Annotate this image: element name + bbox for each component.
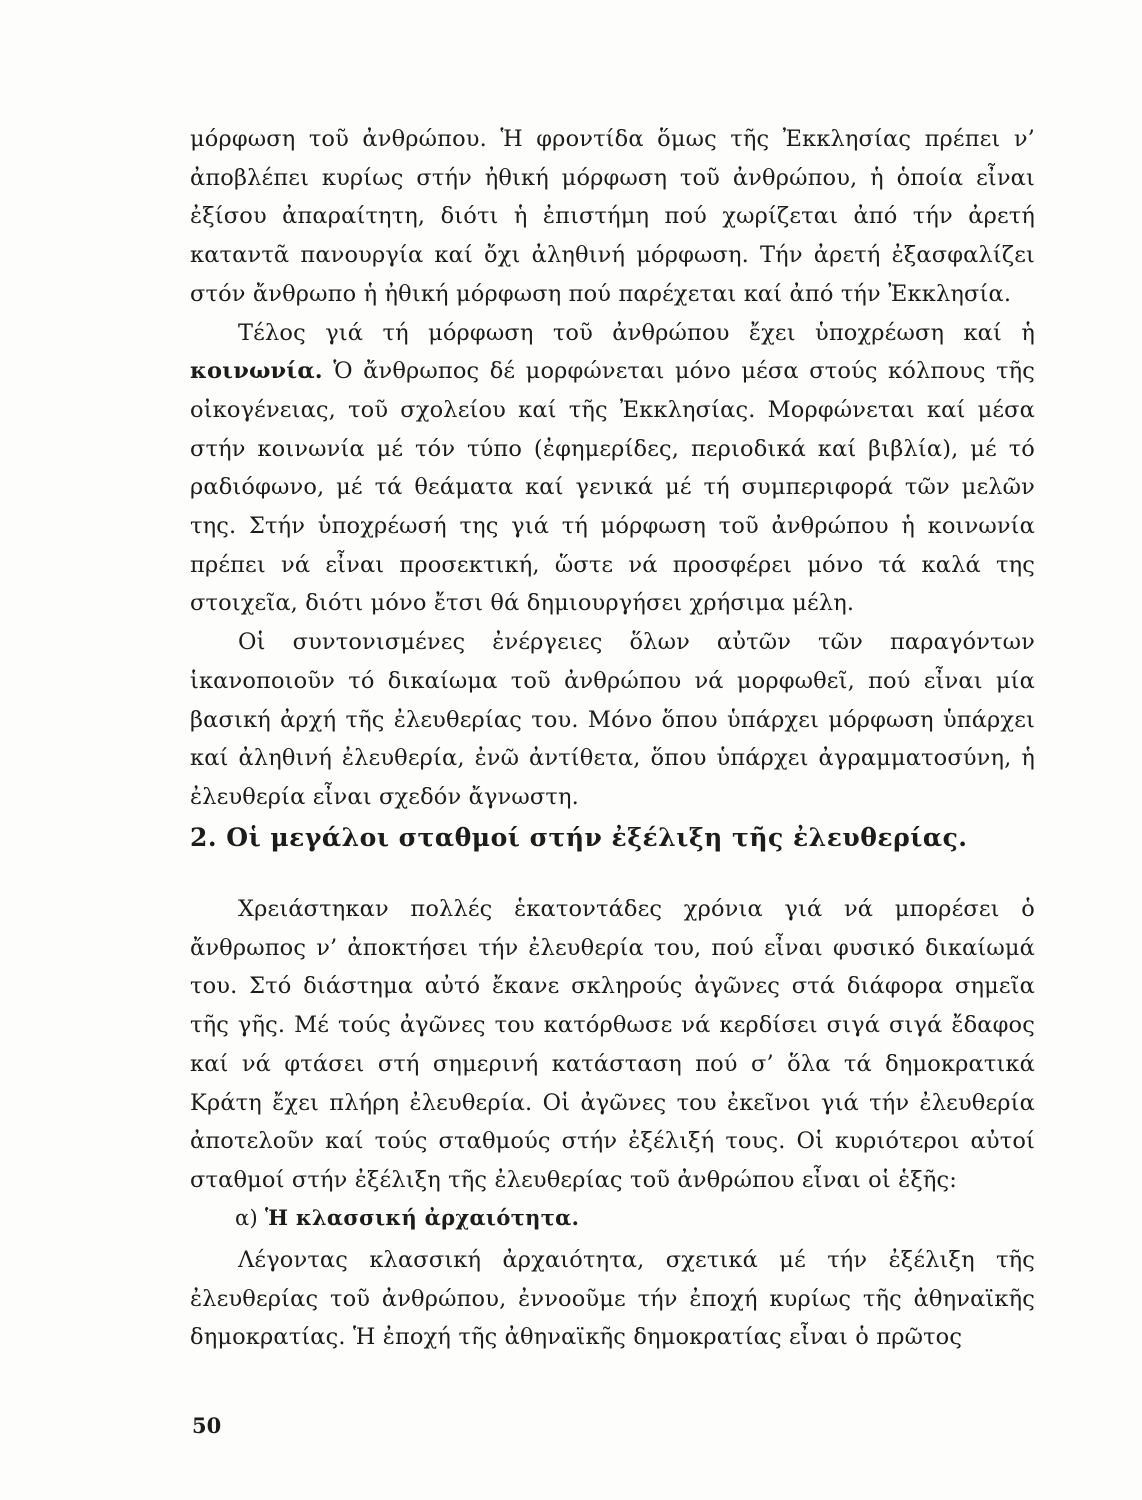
subsection-body — [190, 1241, 1035, 1357]
page-number: 50 — [192, 1413, 222, 1438]
paragraph-education-church: μόρφωση τοῦ ἀνθρώπου. Ἡ φροντίδα ὅμως τῆς Ἐκκλησίας πρέπει ν’ ἀποβλέπει κυρίως στήν ἠθική μόρφωση τοῦ ἀνθρώπου, ἡ ὁποία εἶναι ἐξίσου ἀπαραίτητη, διότι ἡ ἐπιστήμη πού χωρίζεται ἀπό τήν ἀρετή καταντᾶ πανουργία καί ὄχι ἀληθινή μόρφωση. Τήν ἀρετή ἐξασφαλίζει στόν ἄνθρωπο ἡ ἠθική μόρφωση πού παρέχεται καί ἀπό τήν Ἐκκλησία. — [190, 126, 1035, 307]
subsection-marker: α) — [235, 1206, 258, 1230]
section-body — [190, 890, 1035, 1200]
paragraph-stations-of-freedom: Χρειάστηκαν πολλές ἑκατοντάδες χρόνια γιά νά μπορέσει ὁ ἄνθρωπος ν’ ἀποκτήσει τήν ἐλευθερία του, πού εἶναι φυσικό δικαίωμά του. Στό διάστημα αὐτό ἔκανε σκληρούς ἀγῶνες στά διάφορα σημεῖα τῆς γῆς. Μέ τούς ἀγῶνες του κατόρθωσε νά κερδίσει σιγά σιγά ἔδαφος καί νά φτάσει στή σημερινή κατάσταση πού σ’ ὅλα τά δημοκρατικά Κράτη ἔχει πλήρη ἐλευθερία. Οἱ ἀγῶνες του ἐκεῖνοι γιά τήν ἐλευθερία ἀποτελοῦν καί τούς σταθμούς στήν ἐξέλιξή τους. Οἱ κυριότεροι αὐτοί σταθμοί στήν ἐξέλιξη τῆς ἐλευθερίας τοῦ ἀνθρώπου εἶναι οἱ ἑξῆς: — [190, 896, 1035, 1193]
subsection-heading — [235, 1200, 579, 1236]
subsection-title: Ἡ κλασσική ἀρχαιότητα. — [264, 1205, 580, 1230]
paragraph-society-emphasis: κοινωνία. — [190, 358, 323, 385]
paragraph-education-freedom: Οἱ συντονισμένες ἐνέργειες ὅλων αὐτῶν τῶν παραγόντων ἱκανοποιοῦν τό δικαίωμα τοῦ ἀνθρώπου νά μορφωθεῖ, πού εἶναι μία βασική ἀρχή τῆς ἐλευθερίας του. Μόνο ὅπου ὑπάρχει μόρφωση ὑπάρχει καί ἀληθινή ἐλευθερία, ἐνῶ ἀντίθετα, ὅπου ὑπάρχει ἀγραμματοσύνη, ἡ ἐλευθερία εἶναι σχεδόν ἄγνωστη. — [190, 629, 1035, 810]
paragraph-education-society — [190, 314, 1035, 624]
paragraph-society-rest: Ὁ ἄνθρωπος δέ μορφώνεται μόνο μέσα στούς κόλπους τῆς οἰκογένειας, τοῦ σχολείου καί τῆς Ἐκκλησίας. Μορφώνεται καί μέσα στήν κοινωνία μέ τόν τύπο (ἐφημερίδες, περιοδικά καί βιβλία), μέ τό ραδιόφωνο, μέ τά θεάματα καί γενικά μέ τή συμπεριφορά τῶν μελῶν της. Στήν ὑποχρέωσή της γιά τή μόρφωση τοῦ ἀνθρώπου ἡ κοινωνία πρέπει νά εἶναι προσεκτική, ὥστε νά προσφέρει μόνο τά καλά της στοιχεῖα, διότι μόνο ἔτσι θά δημιουργήσει χρήσιμα μέλη. — [190, 358, 1035, 617]
section-heading: 2. Οἱ μεγάλοι σταθμοί στήν ἐξέλιξη τῆς ἐλευθερίας. — [190, 823, 968, 852]
paragraph-society-lead: Τέλος γιά τή μόρφωση τοῦ ἀνθρώπου ἔχει ὑποχρέωση καί ἡ — [238, 319, 1035, 346]
opening-paragraphs — [190, 120, 1035, 817]
paragraph-classical-antiquity: Λέγοντας κλασσική ἀρχαιότητα, σχετικά μέ τήν ἐξέλιξη τῆς ἐλευθερίας τοῦ ἀνθρώπου, ἐννοοῦμε τήν ἐποχή κυρίως τῆς ἀθηναϊκῆς δημοκρατίας. Ἡ ἐποχή τῆς ἀθηναϊκῆς δημοκρατίας εἶναι ὁ πρῶτος — [190, 1247, 1035, 1351]
